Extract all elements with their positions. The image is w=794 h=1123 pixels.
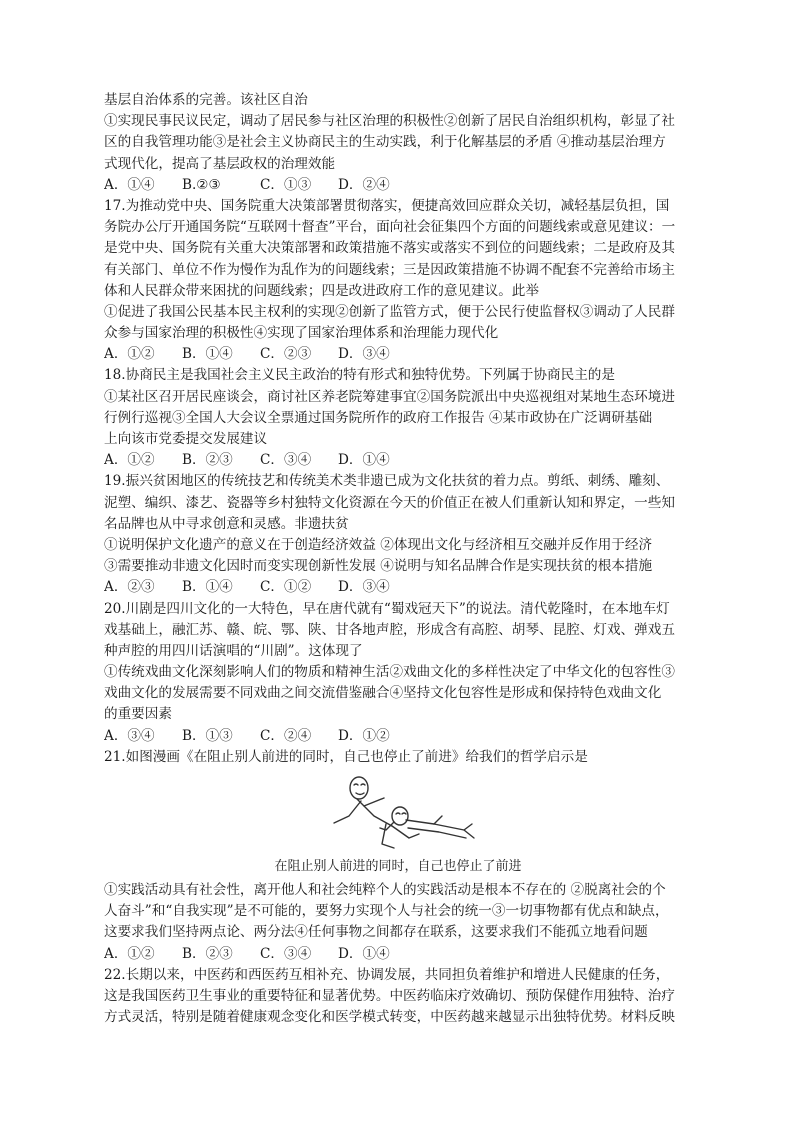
option-b: B．②③ [182, 945, 233, 962]
text-line: 式现代化，提高了基层政权的治理效能 [104, 155, 336, 172]
text-line: 务院办公厅开通国务院“互联网十督查”平台，面向社会征集四个方面的问题线索或意见建议：一 [104, 219, 676, 236]
option-c: C．③④ [260, 452, 312, 469]
text-line: 名品牌也从中寻求创意和灵感。非遗扶贫 [104, 515, 349, 532]
option-b: B.②③ [182, 176, 221, 193]
option-b: B．①④ [182, 579, 233, 596]
option-d: D．①④ [338, 945, 390, 962]
question-stem: 20.川剧是四川文化的一大特色，早在唐代就有“蜀戏冠天下”的说法。清代乾隆时，在本地车灯 [104, 600, 670, 617]
option-a: A．①② [104, 346, 155, 363]
text-line: 的重要因素 [104, 706, 172, 723]
answer-options [104, 944, 692, 965]
question-17 [104, 196, 692, 366]
option-d: D．③④ [338, 346, 390, 363]
option-b: B．②③ [182, 452, 233, 469]
question-stem: 18.协商民主是我国社会主义民主政治的特有形式和独特优势。下列属于协商民主的是 [104, 367, 615, 384]
text-line: 戏基础上，融汇苏、赣、皖、鄂、陕、甘各地声腔，形成含有高腔、胡琴、昆腔、灯戏、弹戏五 [104, 621, 675, 638]
exam-page [104, 90, 692, 1028]
cartoon-illustration [314, 768, 484, 856]
option-c: C．①③ [260, 176, 312, 193]
option-a: A．①② [104, 945, 155, 962]
question-stem: 19.振兴贫困地区的传统技艺和传统美术类非遗已成为文化扶贫的着力点。剪纸、刺绣、雕刻、 [104, 473, 670, 490]
text-line: 体和人民群众带来困扰的问题线索；四是改进政府工作的意见建议。此举 [104, 282, 539, 299]
option-a: A．①④ [104, 176, 155, 193]
answer-options [104, 450, 692, 471]
text-line: 方式灵活，特别是随着健康观念变化和医学模式转变，中医药越来越显示出独特优势。材料反映 [104, 1009, 675, 1026]
question-20 [104, 599, 692, 747]
option-a: A．②③ [104, 579, 155, 596]
option-b: B．①④ [182, 346, 233, 363]
text-line: ①实现民事民议民定，调动了居民参与社区治理的积极性②创新了居民自治组织机构，彰显了社 [104, 113, 675, 130]
text-line: 人奋斗”和“自我实现”是不可能的，要努力实现个人与社会的统一③一切事物都有优点和缺点， [104, 903, 669, 920]
text-line: 戏曲文化的发展需要不同戏曲之间交流借鉴融合④坚持文化包容性是形成和保持特色戏曲文化 [104, 685, 662, 702]
option-d: D．①② [338, 727, 390, 744]
text-line: ①说明保护文化遗产的意义在于创造经济效益 ②体现出文化与经济相互交融并反作用于经济 [104, 536, 653, 553]
text-line: ①实践活动具有社会性，离开他人和社会纯粹个人的实践活动是根本不存在的 ②脱离社会的个 [104, 882, 666, 898]
question-block-previous [104, 90, 692, 196]
text-line: ①传统戏曲文化深刻影响人们的物质和精神生活②戏曲文化的多样性决定了中华文化的包容性③ [104, 664, 675, 681]
text-line: 是党中央、国务院有关重大决策部署和政策措施不落实或落实不到位的问题线索；二是政府及其 [104, 240, 675, 257]
option-b: B．①③ [182, 727, 233, 744]
option-c: C．①② [260, 579, 312, 596]
cartoon-caption: 在阻止别人前进的同时，自己也停止了前进 [274, 859, 522, 874]
question-stem: 21.如图漫画《在阻止别人前进的同时，自己也停止了前进》给我们的哲学启示是 [104, 748, 588, 765]
text-line: 种声腔的用四川话演唱的“川剧”。这体现了 [104, 642, 363, 659]
answer-options [104, 344, 692, 365]
answer-options [104, 726, 692, 747]
question-22 [104, 965, 692, 1029]
text-line: ①某社区召开居民座谈会，商讨社区养老院筹建事宜②国务院派出中央巡视组对某地生态环境进 [104, 388, 675, 405]
text-line: 泥塑、编织、漆艺、瓷器等乡村独特文化资源在今天的价值正在被人们重新认知和界定，一些知 [104, 494, 675, 511]
question-stem: 17.为推动党中央、国务院重大决策部署贯彻落实，便捷高效回应群众关切，减轻基层负担，国 [104, 197, 670, 214]
option-c: C．②③ [260, 346, 312, 363]
text-line: ①促进了我国公民基本民主权利的实现②创新了监管方式，便于公民行使监督权③调动了人民群 [104, 303, 675, 320]
option-c: C．②④ [260, 727, 312, 744]
cartoon-figure [104, 768, 692, 856]
question-18 [104, 365, 692, 471]
question-19 [104, 471, 692, 598]
option-d: D．③④ [338, 579, 390, 596]
text-line: 行例行巡视③全国人大会议全票通过国务院所作的政府工作报告 ④某市政协在广泛调研基础 [104, 409, 653, 426]
text-line: 上向该市党委提交发展建议 [104, 431, 268, 447]
answer-options [104, 175, 692, 196]
text-line: 基层自治体系的完善。该社区自治 [104, 92, 308, 108]
text-line: 有关部门、单位不作为慢作为乱作为的问题线索；三是因政策措施不协调不配套不完善给市场主 [104, 261, 675, 278]
option-c: C．③④ [260, 945, 312, 962]
text-line: 众参与国家治理的积极性④实现了国家治理体系和治理能力现代化 [104, 325, 499, 342]
text-line: 这是我国医药卫生事业的重要特征和显著优势。中医药临床疗效确切、预防保健作用独特、治疗 [104, 987, 675, 1004]
option-d: D．①④ [338, 452, 390, 469]
question-stem: 22.长期以来，中医药和西医药互相补充、协调发展，共同担负着维护和增进人民健康的任务， [104, 966, 670, 983]
text-line: ③需要推动非遗文化因时而变实现创新性发展 ④说明与知名品牌合作是实现扶贫的根本措施 [104, 558, 653, 575]
question-21 [104, 747, 692, 965]
option-a: A．③④ [104, 727, 155, 744]
text-line: 这要求我们坚持两点论、两分法④任何事物之间都存在联系，这要求我们不能孤立地看问题 [104, 924, 648, 941]
answer-options [104, 577, 692, 598]
text-line: 区的自我管理功能③是社会主义协商民主的生动实践，利于化解基层的矛盾 ④推动基层治理方 [104, 134, 666, 151]
option-d: D．②④ [338, 176, 390, 193]
option-a: A．①② [104, 452, 155, 469]
